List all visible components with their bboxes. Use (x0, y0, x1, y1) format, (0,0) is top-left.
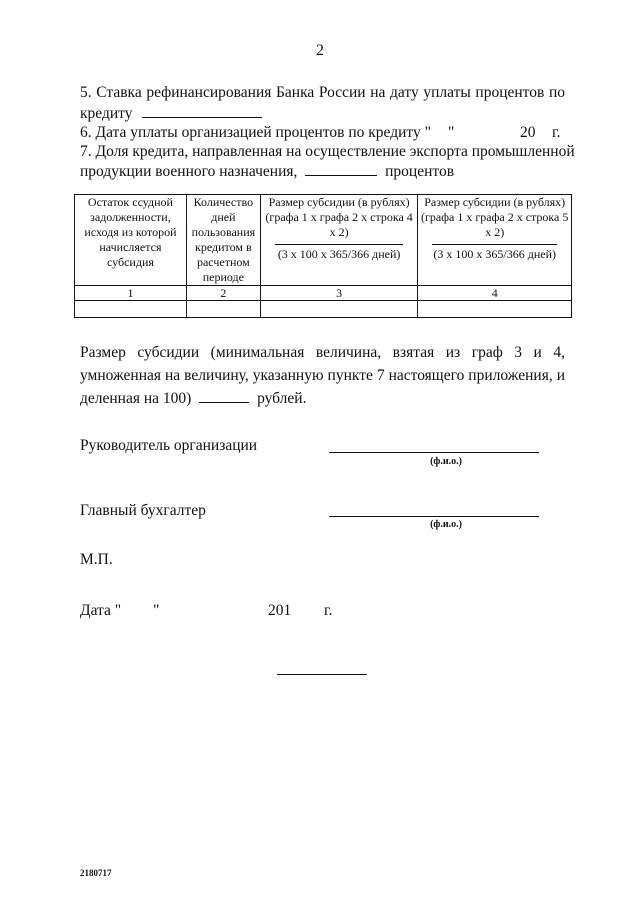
subsidy-summary (80, 341, 565, 410)
table-row (75, 301, 572, 318)
date-label: Дата " (80, 602, 122, 619)
header-subsidy-row4 (260, 195, 418, 286)
item-6-line (80, 124, 431, 142)
column-number: 4 (418, 286, 572, 301)
item-6-quote: " (448, 124, 455, 141)
item-7-line-2 (80, 162, 454, 181)
subsidy-table (74, 194, 572, 318)
summary-line-2: умноженная на величину, указанную пункте 7 настоящего приложения, и (80, 367, 565, 384)
table-cell[interactable] (186, 301, 260, 318)
accountant-signature-line (329, 516, 539, 517)
chief-accountant-label: Главный бухгалтер (80, 502, 206, 519)
table-cell[interactable] (260, 301, 418, 318)
item-5-line-1: 5. Ставка рефинансирования Банка России на дату уплаты процентов по (80, 84, 565, 101)
item-5-continuation: кредиту (80, 105, 133, 122)
header-subsidy-row5-top: Размер субсидии (в рублях) (графа 1 х графа 2 х строка 5 х 2) (421, 195, 569, 239)
summary-line-1: Размер субсидии (минимальная величина, взятая из граф 3 и 4, (80, 344, 565, 361)
table-cell[interactable] (75, 301, 187, 318)
head-fio-caption: (ф.и.о.) (430, 456, 462, 467)
item-6-year: 20 (520, 124, 536, 141)
item-7-unit: процентов (385, 163, 455, 180)
header-subsidy-row4-top: Размер субсидии (в рублях) (графа 1 х графа 2 х строка 4 х 2) (265, 195, 413, 239)
head-of-organization-label: Руководитель организации (80, 437, 258, 454)
summary-line-3 (80, 387, 565, 410)
column-number-row (75, 286, 572, 301)
header-days-count: Количество дней пользования кредитом в расчетном периоде (186, 195, 260, 286)
export-share-blank (305, 162, 377, 176)
header-subsidy-row5-bottom: (3 х 100 х 365/366 дней) (433, 247, 556, 261)
table-cell[interactable] (418, 301, 572, 318)
header-subsidy-row5 (418, 195, 572, 286)
accountant-fio-caption: (ф.и.о.) (430, 519, 462, 530)
subsidy-amount-blank (199, 389, 249, 403)
fraction-line (275, 244, 404, 245)
stamp-placeholder: М.П. (80, 551, 113, 568)
item-6-label: 6. Дата уплаты организацией процентов по кредиту " (80, 124, 431, 141)
head-signature-line (329, 452, 539, 453)
column-number: 1 (75, 286, 187, 301)
summary-line-3-prefix: деленная на 100) (80, 390, 192, 407)
date-year-suffix: г. (324, 602, 333, 619)
item-7-line-1: 7. Доля кредита, направленная на осуществление экспорта промышленной (80, 143, 575, 160)
column-number: 3 (260, 286, 418, 301)
end-divider (277, 674, 367, 675)
refinancing-rate-blank (142, 104, 262, 118)
column-number: 2 (186, 286, 260, 301)
item-7-text: продукции военного назначения, (80, 163, 298, 180)
fraction-line (432, 244, 557, 245)
item-6-year-suffix: г. (552, 124, 561, 141)
date-quote: " (153, 602, 160, 619)
header-subsidy-row4-bottom: (3 х 100 х 365/366 дней) (277, 247, 401, 261)
document-code: 2180717 (80, 868, 112, 878)
page-number: 2 (316, 42, 324, 59)
summary-line-3-suffix: рублей. (257, 390, 307, 407)
table-header-row (75, 195, 572, 286)
header-loan-balance: Остаток ссудной задолженности, исходя из которой начисляется субсидия (75, 195, 187, 286)
date-year: 201 (268, 602, 292, 619)
item-5-line-2 (80, 104, 262, 123)
